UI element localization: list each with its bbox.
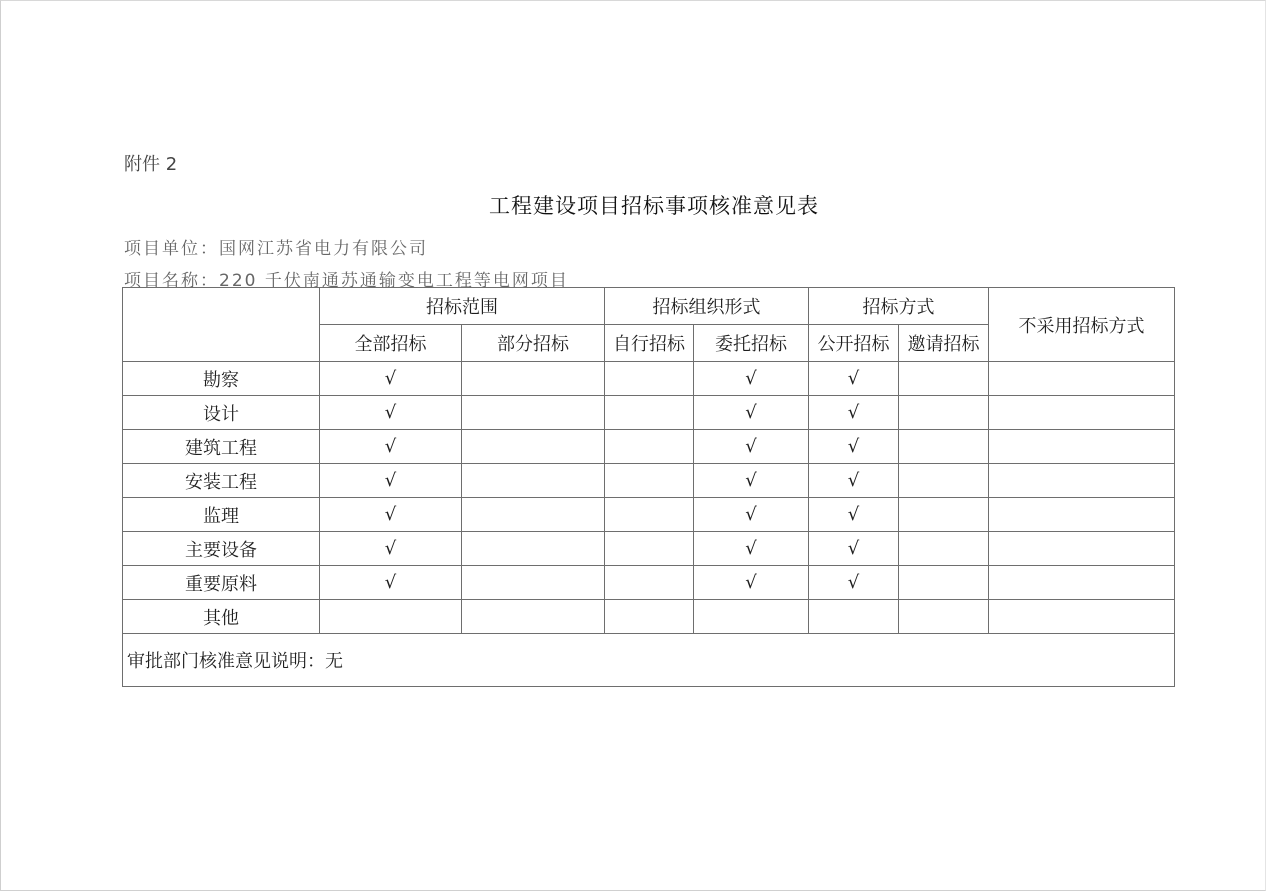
approval-table <box>122 287 1175 687</box>
col-header-entrusted: 委托招标 <box>694 325 809 362</box>
check-cell <box>462 430 605 464</box>
check-cell <box>899 362 989 396</box>
check-cell: √ <box>320 498 462 532</box>
check-cell <box>899 532 989 566</box>
not-adopted-cell <box>989 396 1175 430</box>
check-cell: √ <box>320 566 462 600</box>
check-cell: √ <box>809 566 899 600</box>
not-adopted-cell <box>989 464 1175 498</box>
check-cell <box>605 600 694 634</box>
check-cell <box>899 464 989 498</box>
check-cell: √ <box>809 532 899 566</box>
corner-cell <box>123 288 320 362</box>
row-label: 安装工程 <box>123 464 320 498</box>
check-cell <box>462 600 605 634</box>
group-header-organization: 招标组织形式 <box>605 288 809 325</box>
check-cell <box>694 600 809 634</box>
check-cell <box>462 396 605 430</box>
not-adopted-cell <box>989 498 1175 532</box>
check-cell: √ <box>694 566 809 600</box>
row-label: 建筑工程 <box>123 430 320 464</box>
col-header-self: 自行招标 <box>605 325 694 362</box>
check-cell <box>809 600 899 634</box>
group-header-scope: 招标范围 <box>320 288 605 325</box>
row-label: 重要原料 <box>123 566 320 600</box>
project-unit: 项目单位：国网江苏省电力有限公司 <box>124 239 428 259</box>
check-cell: √ <box>320 464 462 498</box>
check-cell <box>899 566 989 600</box>
check-cell <box>462 498 605 532</box>
project-name: 项目名称：220 千伏南通苏通输变电工程等电网项目 <box>124 271 569 291</box>
not-adopted-cell <box>989 532 1175 566</box>
not-adopted-cell <box>989 362 1175 396</box>
check-cell: √ <box>694 464 809 498</box>
table-row <box>123 396 1175 430</box>
check-cell <box>605 464 694 498</box>
check-cell: √ <box>694 396 809 430</box>
approval-note: 审批部门核准意见说明：无 <box>123 634 1175 687</box>
check-cell <box>462 464 605 498</box>
check-cell: √ <box>320 532 462 566</box>
col-header-partial: 部分招标 <box>462 325 605 362</box>
check-cell <box>605 362 694 396</box>
row-label: 设计 <box>123 396 320 430</box>
table-body <box>123 362 1175 634</box>
check-cell <box>899 600 989 634</box>
not-adopted-cell <box>989 430 1175 464</box>
check-cell: √ <box>694 498 809 532</box>
check-cell: √ <box>320 362 462 396</box>
check-cell <box>605 532 694 566</box>
group-header-method: 招标方式 <box>809 288 989 325</box>
check-cell <box>462 566 605 600</box>
check-cell: √ <box>320 430 462 464</box>
check-cell <box>605 498 694 532</box>
check-cell <box>605 396 694 430</box>
not-adopted-cell <box>989 600 1175 634</box>
row-label: 监理 <box>123 498 320 532</box>
document-title: 工程建设项目招标事项核准意见表 <box>489 194 819 218</box>
col-header-open: 公开招标 <box>809 325 899 362</box>
row-label: 主要设备 <box>123 532 320 566</box>
check-cell: √ <box>809 498 899 532</box>
table-row <box>123 430 1175 464</box>
table-row <box>123 362 1175 396</box>
table-row <box>123 566 1175 600</box>
check-cell: √ <box>809 464 899 498</box>
check-cell <box>605 430 694 464</box>
check-cell <box>462 362 605 396</box>
check-cell: √ <box>694 362 809 396</box>
row-label: 勘察 <box>123 362 320 396</box>
check-cell <box>462 532 605 566</box>
check-cell: √ <box>809 362 899 396</box>
col-header-all: 全部招标 <box>320 325 462 362</box>
table-row <box>123 600 1175 634</box>
row-label: 其他 <box>123 600 320 634</box>
table-row <box>123 464 1175 498</box>
check-cell: √ <box>809 430 899 464</box>
check-cell: √ <box>809 396 899 430</box>
check-cell: √ <box>320 396 462 430</box>
check-cell <box>899 396 989 430</box>
not-adopted-cell <box>989 566 1175 600</box>
table-row <box>123 532 1175 566</box>
check-cell <box>899 498 989 532</box>
check-cell: √ <box>694 532 809 566</box>
check-cell <box>899 430 989 464</box>
group-header-not-adopted: 不采用招标方式 <box>989 288 1175 362</box>
check-cell: √ <box>694 430 809 464</box>
check-cell <box>320 600 462 634</box>
col-header-invited: 邀请招标 <box>899 325 989 362</box>
attachment-label: 附件 2 <box>124 154 178 175</box>
check-cell <box>605 566 694 600</box>
table-row <box>123 498 1175 532</box>
